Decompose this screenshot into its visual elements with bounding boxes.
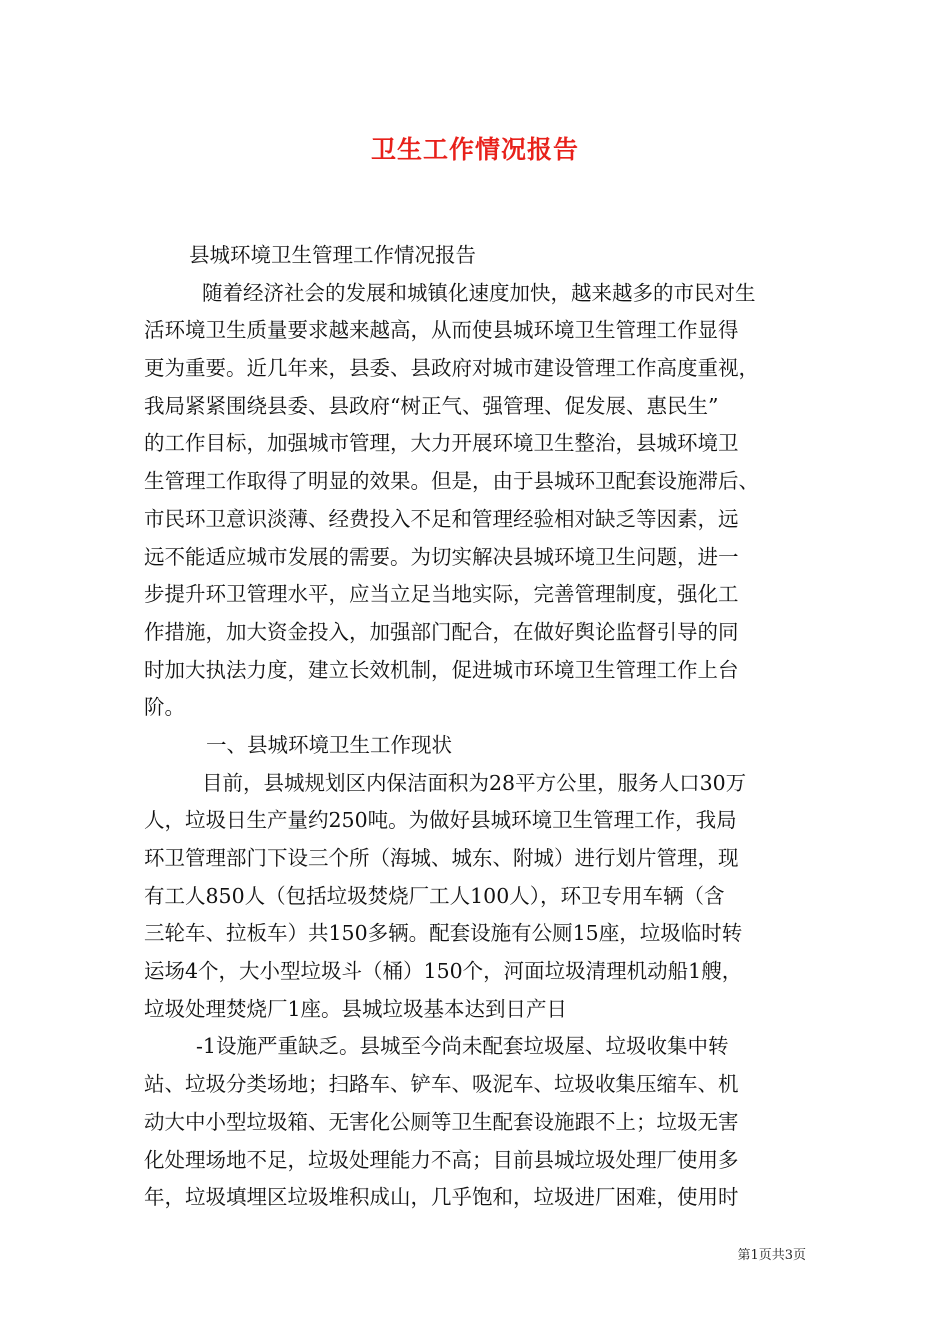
paragraph-line: 远不能适应城市发展的需要。为切实解决县城环境卫生问题，进一 — [144, 544, 739, 569]
paragraph-line: 年，垃圾填埋区垃圾堆积成山，几乎饱和，垃圾进厂困难，使用时 — [144, 1185, 739, 1210]
paragraph-line: 步提升环卫管理水平，应当立足当地实际，完善管理制度，强化工 — [144, 582, 739, 607]
paragraph-line: 环卫管理部门下设三个所（海城、城东、附城）进行划片管理，现 — [144, 846, 739, 870]
document-body — [144, 237, 806, 1217]
page-number: 第1页共3页 — [737, 1248, 806, 1263]
paragraph-line: 垃圾处理焚烧厂1座。县城垃圾基本达到日产日 — [144, 996, 568, 1021]
subtitle-line: 县城环境卫生管理工作情况报告 — [189, 243, 476, 267]
paragraph-line: -1设施严重缺乏。县城至今尚未配套垃圾屋、垃圾收集中转 — [196, 1034, 729, 1059]
paragraph-line: 作措施，加大资金投入，加强部门配合，在做好舆论监督引导的同 — [144, 619, 739, 644]
paragraph-line: 有工人850人（包括垃圾焚烧厂工人100人），环卫专用车辆（含 — [144, 883, 725, 908]
document-title: 卫生工作情况报告 — [370, 135, 579, 164]
paragraph-line: 动大中小型垃圾箱、无害化公厕等卫生配套设施跟不上；垃圾无害 — [144, 1109, 739, 1134]
paragraph-line: 更为重要。近几年来，县委、县政府对城市建设管理工作高度重视， — [144, 356, 759, 381]
paragraph-line: 运场4个，大小型垃圾斗（桶）150个，河面垃圾清理机动船1艘， — [144, 959, 743, 984]
paragraph-line: 化处理场地不足，垃圾处理能力不高；目前县城垃圾处理厂使用多 — [144, 1147, 739, 1172]
paragraph-line: 生管理工作取得了明显的效果。但是，由于县城环卫配套设施滞后、 — [144, 469, 759, 494]
paragraph-line: 人，垃圾日生产量约250吨。为做好县城环境卫生管理工作，我局 — [144, 808, 737, 833]
paragraph-line: 站、垃圾分类场地；扫路车、铲车、吸泥车、垃圾收集压缩车、机 — [144, 1072, 739, 1097]
section-heading: 一、县城环境卫生工作现状 — [206, 732, 452, 757]
paragraph-line: 市民环卫意识淡薄、经费投入不足和管理经验相对缺乏等因素，远 — [144, 506, 739, 531]
paragraph-line: 目前，县城规划区内保洁面积为28平方公里，服务人口30万 — [202, 770, 747, 795]
paragraph-line: 我局紧紧围绕县委、县政府“树正气、强管理、促发展、惠民生” — [144, 393, 719, 418]
paragraph-line: 阶。 — [144, 695, 185, 720]
paragraph-line: 三轮车、拉板车）共150多辆。配套设施有公厕15座，垃圾临时转 — [144, 921, 743, 946]
paragraph-line: 随着经济社会的发展和城镇化速度加快，越来越多的市民对生 — [202, 280, 756, 305]
paragraph-line: 的工作目标，加强城市管理，大力开展环境卫生整治，县城环境卫 — [144, 431, 739, 456]
paragraph-line: 时加大执法力度，建立长效机制，促进城市环境卫生管理工作上台 — [144, 657, 739, 682]
paragraph-line: 活环境卫生质量要求越来越高，从而使县城环境卫生管理工作显得 — [144, 318, 739, 343]
